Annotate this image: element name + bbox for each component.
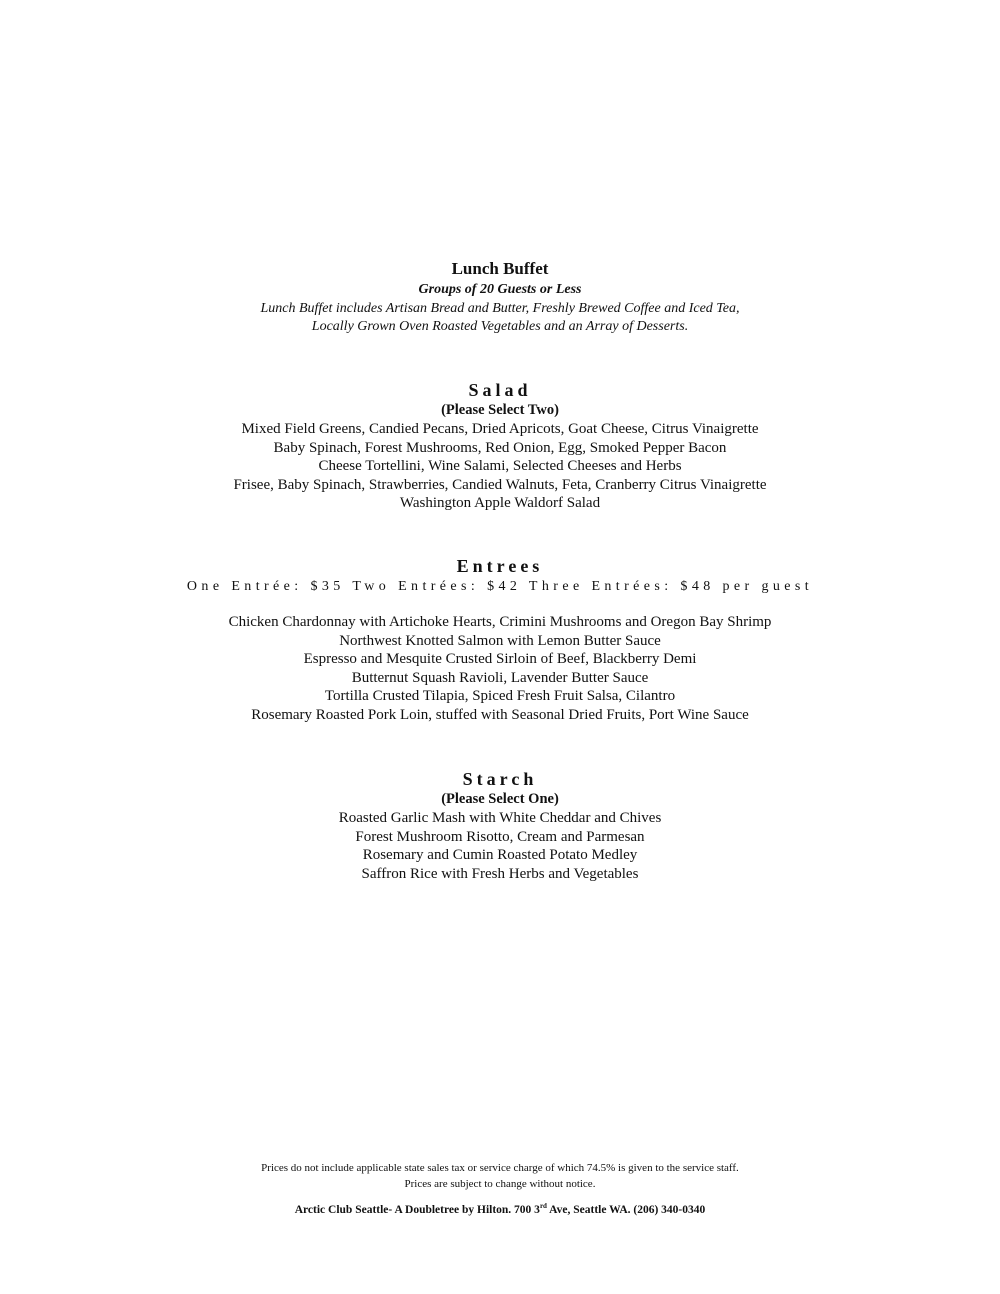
list-item: Mixed Field Greens, Candied Pecans, Dried Apricots, Goat Cheese, Citrus Vinaigrette <box>241 421 759 437</box>
list-item: Baby Spinach, Forest Mushrooms, Red Onion, Egg, Smoked Pepper Bacon <box>273 439 727 456</box>
list-item: Roasted Garlic Mash with White Cheddar and Chives <box>338 810 662 826</box>
footer-price-note: Prices are subject to change without notice. <box>404 1178 596 1190</box>
list-item: Chicken Chardonnay with Artichoke Hearts, Crimini Mushrooms and Oregon Bay Shrimp <box>228 614 772 630</box>
menu-header <box>0 258 1000 336</box>
list-item: Rosemary Roasted Pork Loin, stuffed with Seasonal Dried Fruits, Port Wine Sauce <box>251 706 749 723</box>
list-item: Washington Apple Waldorf Salad <box>399 495 601 511</box>
entree-list <box>0 613 1000 724</box>
footer <box>0 1160 1000 1218</box>
section-title-salad: Salad <box>468 380 532 400</box>
list-item: Cheese Tortellini, Wine Salami, Selected Cheeses and Herbs <box>318 458 682 474</box>
intro-line: Locally Grown Oven Roasted Vegetables and an Array of Desserts. <box>311 319 689 334</box>
salad-section <box>0 379 1000 513</box>
starch-selection-note: (Please Select One) <box>441 791 559 807</box>
footer-tax-note: Prices do not include applicable state sales tax or service charge of which 74.5% is given to the service staff. <box>261 1162 739 1174</box>
list-item: Butternut Squash Ravioli, Lavender Butter Sauce <box>351 669 649 686</box>
starch-section <box>0 768 1000 883</box>
address-suffix: Ave, Seattle WA. (206) 340-0340 <box>546 1204 706 1216</box>
list-item: Tortilla Crusted Tilapia, Spiced Fresh Fruit Salsa, Cilantro <box>324 688 676 704</box>
footer-address <box>0 1202 1000 1218</box>
list-item: Northwest Knotted Salmon with Lemon Butter Sauce <box>339 632 661 649</box>
list-item: Frisee, Baby Spinach, Strawberries, Candied Walnuts, Feta, Cranberry Citrus Vinaigrette <box>233 476 767 493</box>
page-title: Lunch Buffet <box>451 259 549 278</box>
page-subtitle: Groups of 20 Guests or Less <box>418 282 582 297</box>
intro-text <box>0 300 1000 336</box>
entrees-section <box>0 555 1000 724</box>
salad-selection-note: (Please Select Two) <box>441 402 559 418</box>
section-title-starch: Starch <box>462 769 538 789</box>
list-item: Saffron Rice with Fresh Herbs and Vegetables <box>361 865 639 882</box>
intro-line: Lunch Buffet includes Artisan Bread and Butter, Freshly Brewed Coffee and Iced Tea, <box>260 301 740 316</box>
list-item: Rosemary and Cumin Roasted Potato Medley <box>362 847 638 863</box>
starch-list <box>0 809 1000 883</box>
entree-pricing: One Entrée: $35 Two Entrées: $42 Three Entrées: $48 per guest <box>186 579 814 594</box>
salad-list <box>0 420 1000 513</box>
section-title-entrees: Entrees <box>456 556 544 576</box>
address-ordinal: rd <box>539 1202 547 1211</box>
list-item: Espresso and Mesquite Crusted Sirloin of Beef, Blackberry Demi <box>303 651 697 667</box>
address-prefix: Arctic Club Seattle- A Doubletree by Hilton. 700 3 <box>294 1204 540 1216</box>
list-item: Forest Mushroom Risotto, Cream and Parmesan <box>355 828 645 845</box>
